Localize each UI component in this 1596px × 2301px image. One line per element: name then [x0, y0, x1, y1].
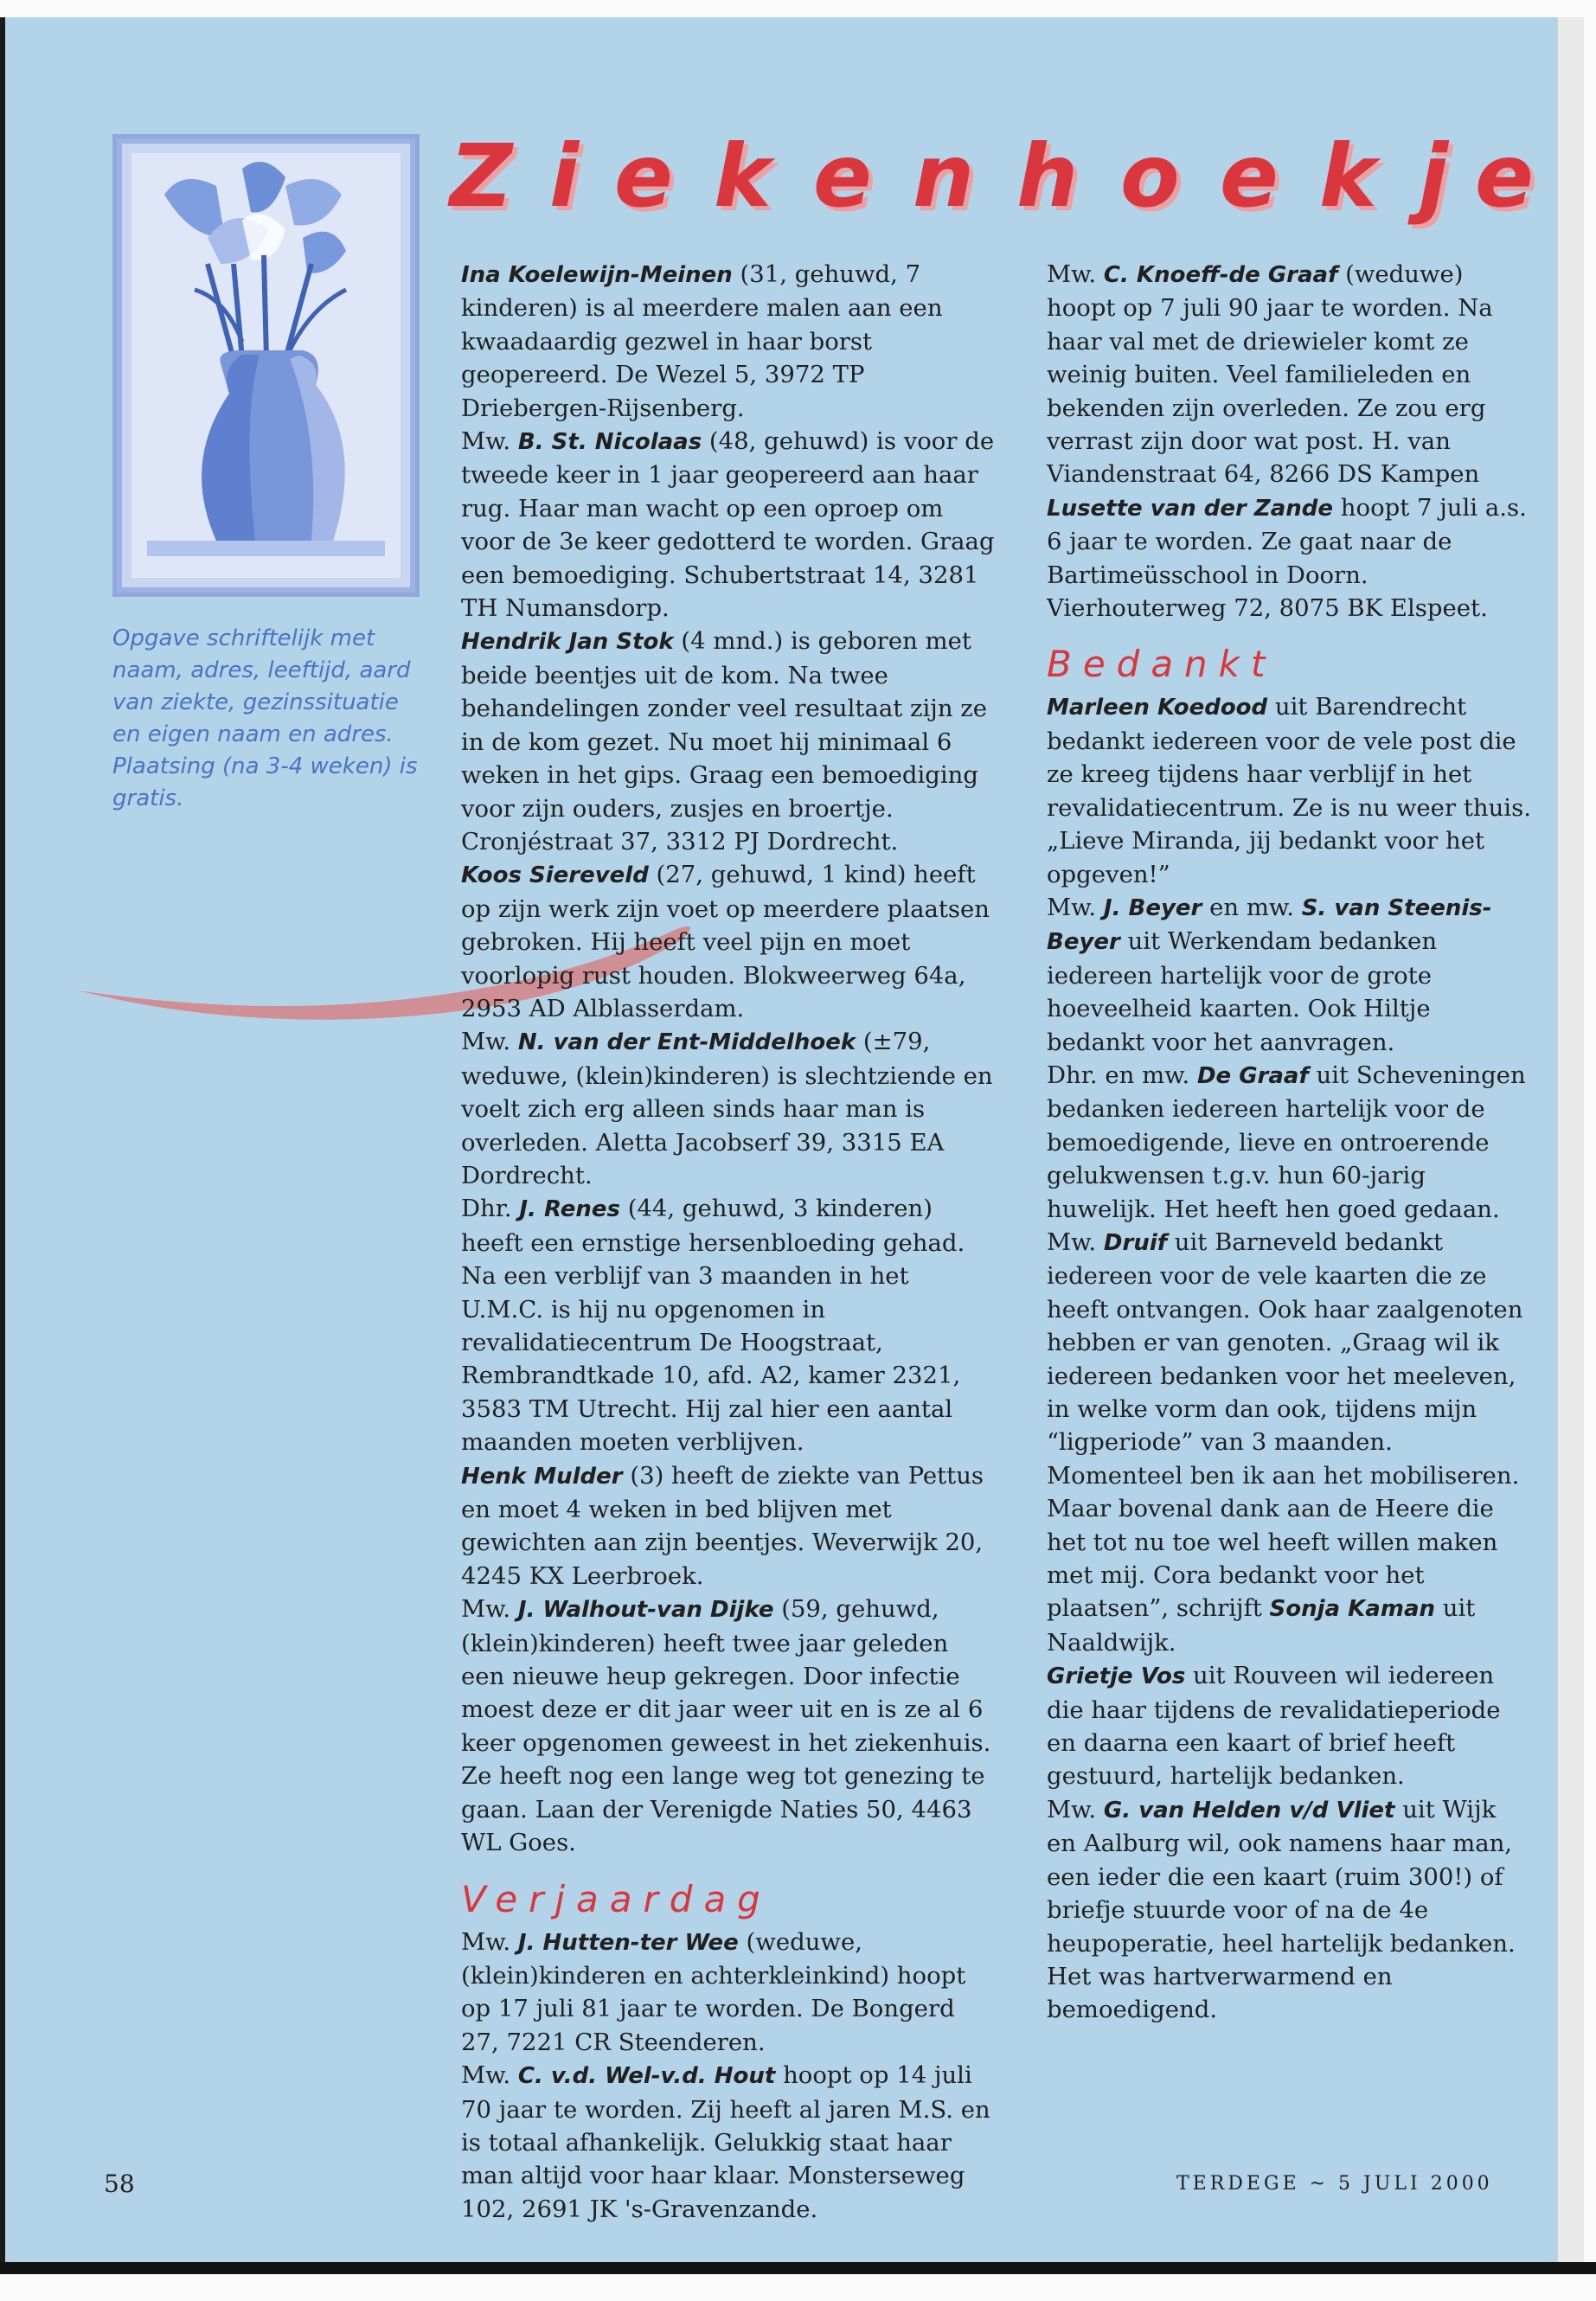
- title-letter: e: [813, 125, 872, 227]
- title-letter: n: [913, 125, 975, 227]
- page-number: 58: [104, 2170, 135, 2198]
- list-item: Hendrik Jan Stok (4 mnd.) is geboren met beide beentjes uit de kom. Na twee behandelingen zonder veel resultaat zijn ze in de kom gezet. Nu moet hij minimaal 6 weken in het gips. Graag een bemoediging voor zijn ouders, zusjes en broertje. Cronjéstraat 37, 3312 PJ Dordrecht.: [461, 627, 988, 856]
- section-heading-verjaardag: Verjaardag: [461, 1877, 772, 1920]
- list-item: Mw. Druif uit Barneveld bedankt iedereen voor de vele kaarten die ze heeft ontvangen. Ook haar zaalgenoten hebben er van genoten. „Graag wil ik iedereen bedanken voor het meeleven, in welke vorm dan ook, tijdens mijn “ligperiode” van 3 maanden. Momenteel ben ik aan het mobiliseren. Maar bovenal dank aan de Heere die het tot nu toe wel heeft willen maken met mij. Cora bedankt voor het plaatsen”, schrijft Sonja Kaman uit Naaldwijk.: [1047, 1227, 1523, 1657]
- list-item: Grietje Vos uit Rouveen wil iedereen die haar tijdens de revalidatieperiode en daarna een kaart of brief heeft gestuurd, hartelijk bedanken.: [1047, 1662, 1501, 1791]
- publication-footer: TERDEGE ~ 5 JULI 2000: [1176, 2173, 1493, 2195]
- list-item: Ina Koelewijn-Meinen (31, gehuwd, 7 kinderen) is al meerdere malen aan een kwaadaardig gezwel in haar borst geopereerd. De Wezel 5, 3972 TP Driebergen-Rijsenberg.: [461, 260, 943, 422]
- list-item: Mw. J. Walhout-van Dijke (59, gehuwd, (klein)kinderen) heeft twee jaar geleden een nieuwe heup gekregen. Door infectie moest deze er dit jaar weer uit en is ze al 6 keer opgenomen geweest in het ziekenhuis. Ze heeft nog een lange weg tot genezing te gaan. Laan der Verenigde Naties 50, 4463 WL Goes.: [461, 1595, 991, 1857]
- page-title: [450, 125, 1557, 229]
- title-letter: e: [614, 125, 673, 227]
- title-letter: k: [714, 125, 772, 227]
- title-letter: i: [549, 125, 580, 227]
- title-letter: Z: [450, 125, 513, 227]
- list-item: Mw. N. van der Ent-Middelhoek (±79, weduwe, (klein)kinderen) is slechtziende en voelt zich erg alleen sinds haar man is overleden. Aletta Jacobserf 39, 3315 EA Dordrecht.: [461, 1028, 993, 1189]
- list-item: Marleen Koedood uit Barendrecht bedankt iedereen voor de vele post die ze kreeg tijdens haar verblijf in het revalidatiecentrum. Ze is nu weer thuis. „Lieve Miranda, jij bedankt voor het opgeven!”: [1047, 693, 1531, 888]
- title-letter: k: [1319, 125, 1377, 227]
- title-letter: e: [1475, 125, 1534, 227]
- list-item: Dhr. en mw. De Graaf uit Scheveningen bedanken iedereen hartelijk voor de bemoedigende, lieve en ontroerende gelukwensen t.g.v. hun 60-jarig huwelijk. Het heeft hen goed gedaan.: [1047, 1061, 1526, 1223]
- title-letter: h: [1016, 125, 1079, 227]
- page-right-margin: [1557, 17, 1584, 2262]
- title-letter: o: [1120, 125, 1180, 227]
- list-item: Mw. J. Beyer en mw. S. van Steenis-Beyer uit Werkendam bedanken iedereen hartelijk voor de grote hoeveelheid kaarten. Ook Hiltje bedankt voor het aanvragen.: [1047, 893, 1492, 1056]
- column-left: [461, 258, 997, 2226]
- scan-bottom-edge: [0, 2262, 1596, 2274]
- list-item: Koos Siereveld (27, gehuwd, 1 kind) heeft op zijn werk zijn voet op meerdere plaatsen gebroken. Hij heeft veel pijn en moet voorlopig rust houden. Blokweerweg 64a, 2953 AD Alblasserdam.: [461, 861, 990, 1022]
- list-item: Mw. C. v.d. Wel-v.d. Hout hoopt op 14 juli 70 jaar te worden. Zij heeft al jaren M.S. en is totaal afhankelijk. Gelukkig staat haar man altijd voor haar klaar. Monsterseweg 102, 2691 JK 's-Gravenzande.: [461, 2061, 990, 2223]
- title-letter: j: [1419, 125, 1449, 227]
- column-right: [1047, 258, 1531, 2027]
- list-item: Mw. C. Knoeff-de Graaf (weduwe) hoopt op 7 juli 90 jaar te worden. Na haar val met de driewieler komt ze weinig buiten. Veel familieleden en bekenden zijn overleden. Ze zou erg verrast zijn door wat post. H. van Viandenstraat 64, 8266 DS Kampen: [1047, 260, 1493, 489]
- vase-with-flowers-illustration: [112, 134, 420, 597]
- list-item: Dhr. J. Renes (44, gehuwd, 3 kinderen) heeft een ernstige hersenbloeding gehad. Na een verblijf van 3 maanden in het U.M.C. is hij nu opgenomen in revalidatiecentrum De Hoogstraat, Rembrandtkade 10, afd. A2, kamer 2321, 3583 TM Utrecht. Hij zal hier een aantal maanden moeten verblijven.: [461, 1195, 965, 1457]
- list-item: Mw. G. van Helden v/d Vliet uit Wijk en Aalburg wil, ook namens haar man, een ieder die een kaart (ruim 300!) of briefje stuurde voor of na de 4e heupoperatie, heel hartelijk bedanken. Het was hartverwarmend en bemoedigend.: [1047, 1795, 1516, 2024]
- page-left-edge: [0, 17, 5, 2262]
- submission-instructions: Opgave schriftelijk met naam, adres, leeftijd, aard van ziekte, gezinssituatie en eigen naam en adres. Plaatsing (na 3-4 weken) is gratis.: [112, 625, 418, 811]
- list-item: Lusette van der Zande hoopt 7 juli a.s. 6 jaar te worden. Ze gaat naar de Bartimeüsschool in Doorn. Vierhouterweg 72, 8075 BK Elspeet.: [1047, 493, 1527, 623]
- section-heading-bedankt: Bedankt: [1047, 643, 1277, 686]
- title-letter: e: [1220, 125, 1279, 227]
- list-item: Mw. B. St. Nicolaas (48, gehuwd) is voor de tweede keer in 1 jaar geopereerd aan haar rug. Haar man wacht op een oproep om voor de 3e keer gedotterd te worden. Graag een bemoediging. Schubertstraat 14, 3281 TH Numansdorp.: [461, 427, 995, 623]
- list-item: Mw. J. Hutten-ter Wee (weduwe, (klein)kinderen en achterkleinkind) hoopt op 17 juli 81 jaar te worden. De Bongerd 27, 7221 CR Steenderen.: [461, 1927, 966, 2056]
- list-item: Henk Mulder (3) heeft de ziekte van Pettus en moet 4 weken in bed blijven met gewichten aan zijn beentjes. Weverwijk 20, 4245 KX Leerbroek.: [461, 1461, 984, 1590]
